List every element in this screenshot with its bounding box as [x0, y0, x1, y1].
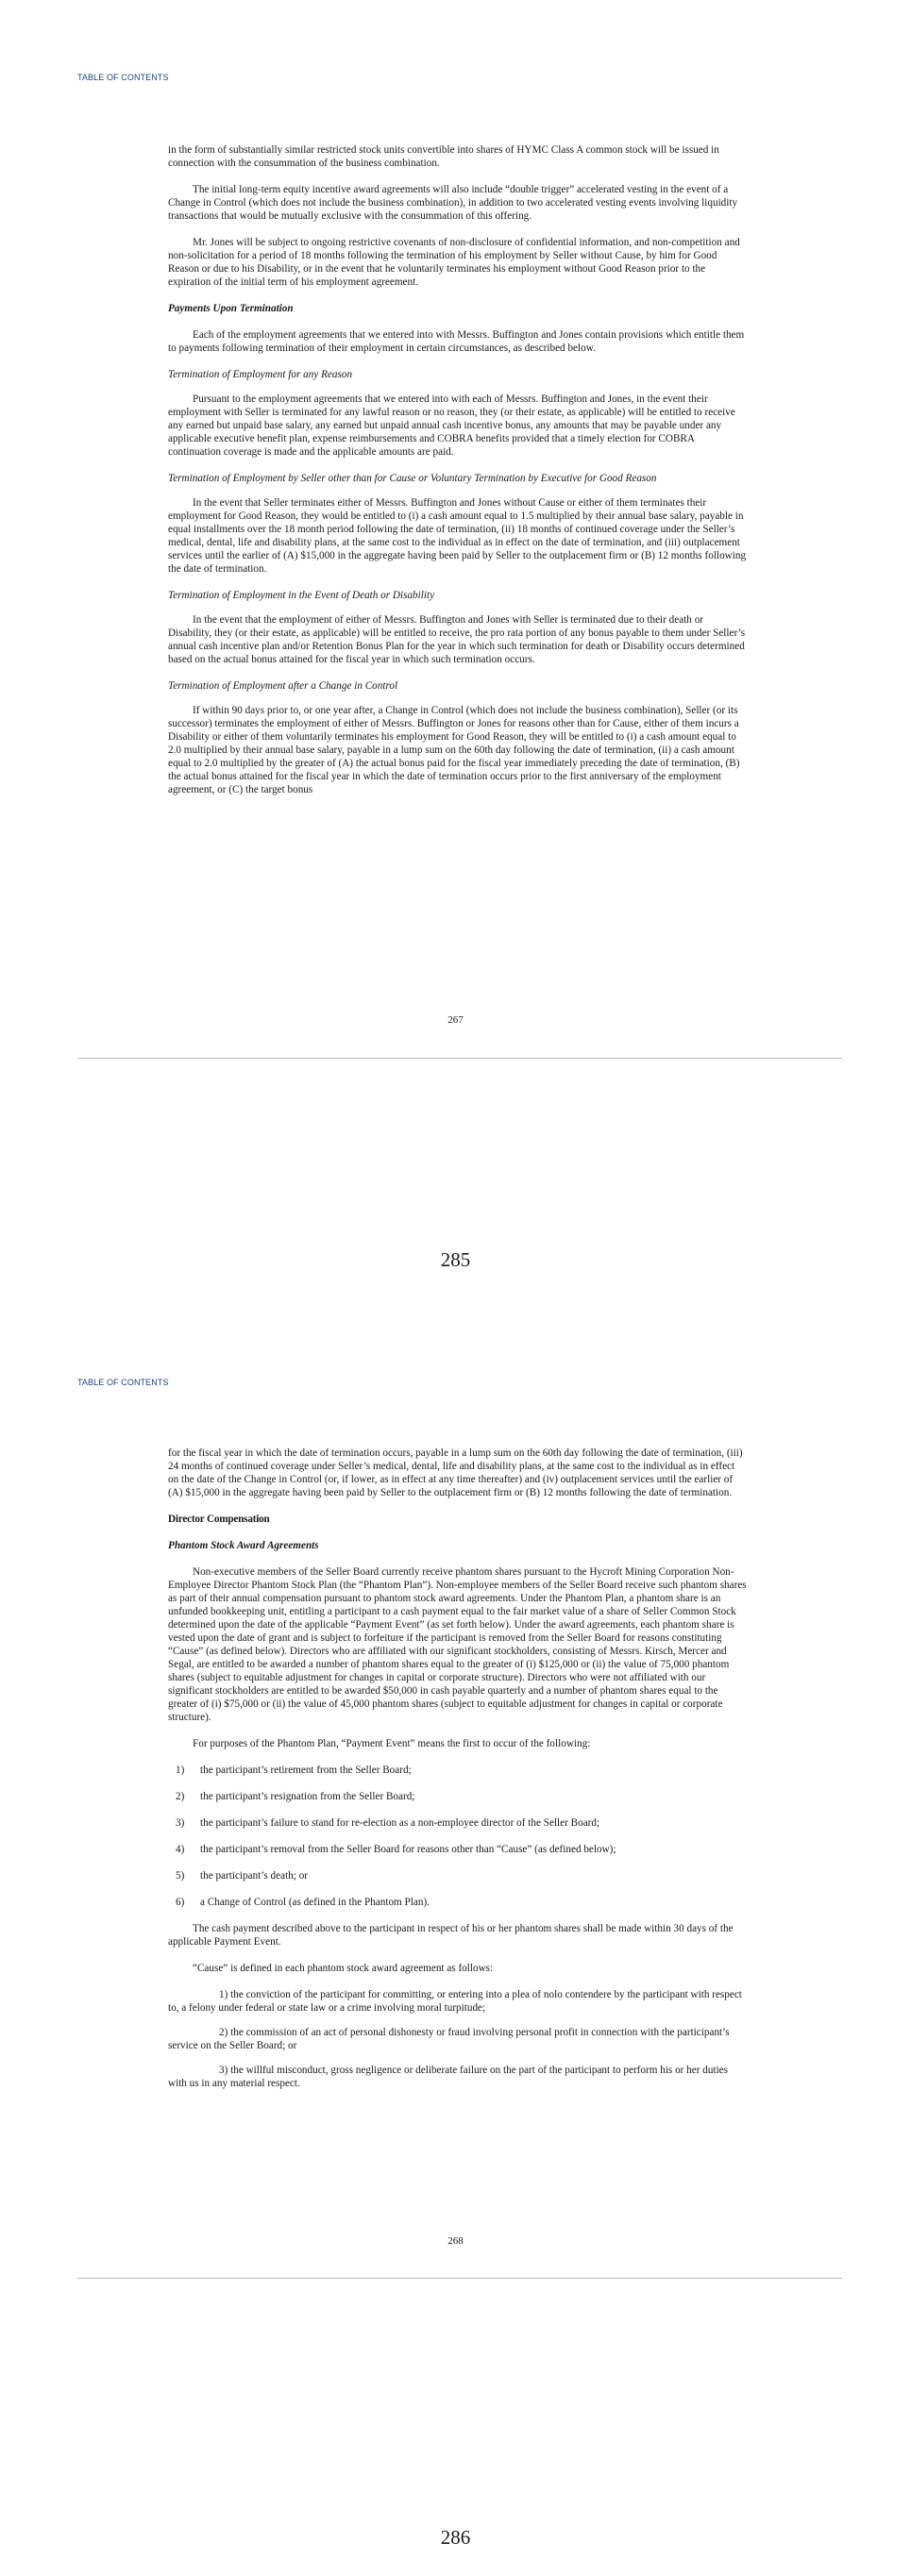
- list-item-number: 1): [176, 1765, 185, 1776]
- paragraph-cause-item: 2) the commission of an act of personal dishonesty or fraud involving personal profit in connection with the participant’s service on the Seller Board; or: [168, 2027, 730, 2051]
- list-item: [168, 1764, 748, 1777]
- page-268-body: [168, 1447, 748, 2101]
- heading-phantom-stock-award-agreements: Phantom Stock Award Agreements: [168, 1540, 319, 1551]
- list-item-text: a Change of Control (as defined in the Phantom Plan).: [200, 1897, 430, 1908]
- list-item-text: the participant’s death; or: [200, 1870, 309, 1882]
- heading-director-compensation: Director Compensation: [168, 1514, 270, 1525]
- list-item: [168, 1869, 748, 1882]
- paragraph-termination-death-disability: In the event that the employment of either of Messrs. Buffington and Jones with Seller is terminated due to their death or Disability, they (or their estate, as applicable) will be entitled to receive, the pro rata portion of any bonus payable to them under Seller’s annual cash incentive plan and/or Retention Bonus Plan for the year in which such termination for death or Disability occurs determined based on the actual bonus attained for the fiscal year in which such termination occurs.: [168, 614, 746, 665]
- list-item-number: 3): [176, 1817, 185, 1829]
- paragraph-termination-any-reason: Pursuant to the employment agreements that we entered into with each of Messrs. Buffington and Jones, in the event their employment with Seller is terminated for any lawful reason or no reason, they (or their estate, as applicable) will be entitled to receive any earned but unpaid base salary, any earned but unpaid annual cash incentive bonus, any amounts that may be payable under any applicable executive benefit plan, expense reimbursements and COBRA benefits provided that a timely election for COBRA continuation coverage is made and the applicable amounts are paid.: [168, 393, 735, 458]
- page-footer-number: 267: [447, 1014, 464, 1026]
- heading-termination-change-in-control: Termination of Employment after a Change in Control: [168, 680, 398, 692]
- paragraph-cause-item: 1) the conviction of the participant for committing, or entering into a plea of nolo contendere by the participant with respect to, a felony under federal or state law or a crime involving moral turpitude;: [168, 1989, 742, 2014]
- heading-termination-any-reason: Termination of Employment for any Reason: [168, 369, 353, 380]
- paragraph-payments-intro: Each of the employment agreements that we entered into with Messrs. Buffington and Jones contain provisions which entitle them to payments following termination of their employment in certain circumstances, as described below.: [168, 329, 745, 354]
- list-item-text: the participant’s retirement from the Seller Board;: [200, 1765, 412, 1776]
- list-item-number: 2): [176, 1791, 185, 1802]
- table-of-contents-link[interactable]: TABLE OF CONTENTS: [77, 73, 169, 82]
- paragraph-change-in-control-continued: for the fiscal year in which the date of termination occurs, payable in a lump sum on the 60th day following the date of termination, (iii) 24 months of continued coverage under Seller’s medical, dental, life and disability plans, at the same cost to the individual as in effect on the date of the Change in Control (or, if lower, as in effect at any time thereafter) and (iv) outplacement services until the earlier of (A) $15,000 in the aggregate having been paid by Seller to the outplacement firm or (B) 12 months following the date of termination.: [168, 1447, 743, 1498]
- page-footer-number: 268: [447, 2235, 464, 2247]
- table-of-contents-link[interactable]: TABLE OF CONTENTS: [77, 1378, 169, 1387]
- list-item-text: the participant’s failure to stand for re-election as a non-employee director of the Seller Board;: [200, 1817, 600, 1829]
- paragraph-double-trigger: The initial long-term equity incentive award agreements will also include “double trigger” accelerated vesting in the event of a Change in Control (which does not include the business combination), in addition to two accelerated vesting events involving liquidity transactions that would be mutually exclusive with the consummation of this offering.: [168, 184, 738, 222]
- heading-termination-without-cause: Termination of Employment by Seller other than for Cause or Voluntary Termination by Executive for Good Reason: [168, 473, 657, 484]
- paragraph-termination-change-in-control: If within 90 days prior to, or one year after, a Change in Control (which does not include the business combination), Seller (or its successor) terminates the employment of either of Messrs. Buffington or Jones for reasons other than for Cause, either of them incurs a Disability or either of them voluntarily terminates his employment for Good Reason, they will be entitled to (i) a cash amount equal to 2.0 multiplied by their annual base salary, payable in a lump sum on the 60th day following the date of termination, (ii) a cash amount equal to 2.0 multiplied by the greater of (A) the actual bonus paid for the fiscal year immediately preceding the date of termination, (B) the actual bonus attained for the fiscal year in which the date of termination occurs prior to the first anniversary of the employment agreement, or (C) the target bonus: [168, 705, 740, 795]
- page-sequence-number: 286: [440, 2526, 471, 2549]
- paragraph-phantom-plan: Non-executive members of the Seller Board currently receive phantom shares pursuant to the Hycroft Mining Corporation Non-Employee Director Phantom Stock Plan (the “Phantom Plan”). Non-employee members of the Seller Board receive such phantom shares as part of their annual compensation pursuant to phantom stock award agreements. Under the Phantom Plan, a phantom share is an unfunded bookkeeping unit, entitling a participant to a cash payment equal to the fair market value of a share of Seller Common Stock determined upon the date of the applicable “Payment Event” (as set forth below). Under the award agreements, each phantom share is vested upon the date of grant and is subject to forfeiture if the participant is removed from the Seller Board for reasons constituting “Cause” (as defined below). Directors who are affiliated with our significant stockholders, consisting of Messrs. Kirsch, Mercer and Segal, are entitled to be awarded a number of phantom shares equal to the greater of (i) $125,000 or (ii) the value of 75,000 phantom shares (subject to equitable adjustment for changes in capital or corporate structure). Directors who were not affiliated with our significant stockholders are entitled to be awarded $50,000 in cash payable quarterly and a number of phantom shares equal to the greater of (i) $75,000 or (ii) the value of 45,000 phantom shares (subject to equitable adjustment for changes in capital or corporate structure).: [168, 1566, 747, 1723]
- paragraph-termination-without-cause: In the event that Seller terminates either of Messrs. Buffington and Jones without Cause or either of them terminates their employment for Good Reason, they would be entitled to (i) a cash amount equal to 1.5 multiplied by their annual base salary, payable in equal installments over the 18 month period following the date of termination, (ii) 18 months of continued coverage under the Seller’s medical, dental, life and disability plans, at the same cost to the individual as in effect on the date of termination, and (iii) outplacement services until the earlier of (A) $15,000 in the aggregate having been paid by Seller to the outplacement firm or (B) 12 months following the date of termination.: [168, 497, 747, 575]
- list-item-number: 4): [176, 1844, 185, 1855]
- paragraph-restrictive-covenants: Mr. Jones will be subject to ongoing restrictive covenants of non-disclosure of confidential information, and non-competition and non-solicitation for a period of 18 months following the termination of his employment by Seller without Cause, by him for Good Reason or due to his Disability, or in the event that he voluntarily terminates his employment without Good Reason prior to the expiration of the initial term of his employment agreement.: [168, 237, 740, 288]
- list-item-text: the participant’s resignation from the Seller Board;: [200, 1791, 415, 1802]
- page-divider: [77, 2278, 842, 2279]
- paragraph-rsu-conversion: in the form of substantially similar restricted stock units convertible into shares of HYMC Class A common stock will be issued in connection with the consummation of the business combination.: [168, 144, 719, 169]
- list-item-number: 6): [176, 1897, 185, 1908]
- heading-payments-upon-termination: Payments Upon Termination: [168, 303, 294, 314]
- list-item-number: 5): [176, 1870, 185, 1882]
- heading-termination-death-disability: Termination of Employment in the Event of Death or Disability: [168, 590, 435, 601]
- list-item-text: the participant’s removal from the Seller Board for reasons other than “Cause” (as defined below);: [200, 1844, 616, 1855]
- list-item: [168, 1896, 748, 1909]
- list-item: [168, 1843, 748, 1856]
- paragraph-cause-item: 3) the willful misconduct, gross negligence or deliberate failure on the part of the participant to perform his or her duties with us in any material respect.: [168, 2065, 729, 2089]
- page-sequence-number: 285: [440, 1248, 471, 1271]
- page-267-body: [168, 143, 748, 810]
- paragraph-cash-payment-timing: The cash payment described above to the participant in respect of his or her phantom shares shall be made within 30 days of the applicable Payment Event.: [168, 1923, 734, 1948]
- list-item: [168, 1790, 748, 1803]
- page-divider: [77, 1058, 842, 1059]
- list-item: [168, 1816, 748, 1830]
- paragraph-payment-event-intro: For purposes of the Phantom Plan, “Payment Event” means the first to occur of the following:: [193, 1738, 591, 1749]
- paragraph-cause-intro: “Cause” is defined in each phantom stock award agreement as follows:: [193, 1963, 494, 1974]
